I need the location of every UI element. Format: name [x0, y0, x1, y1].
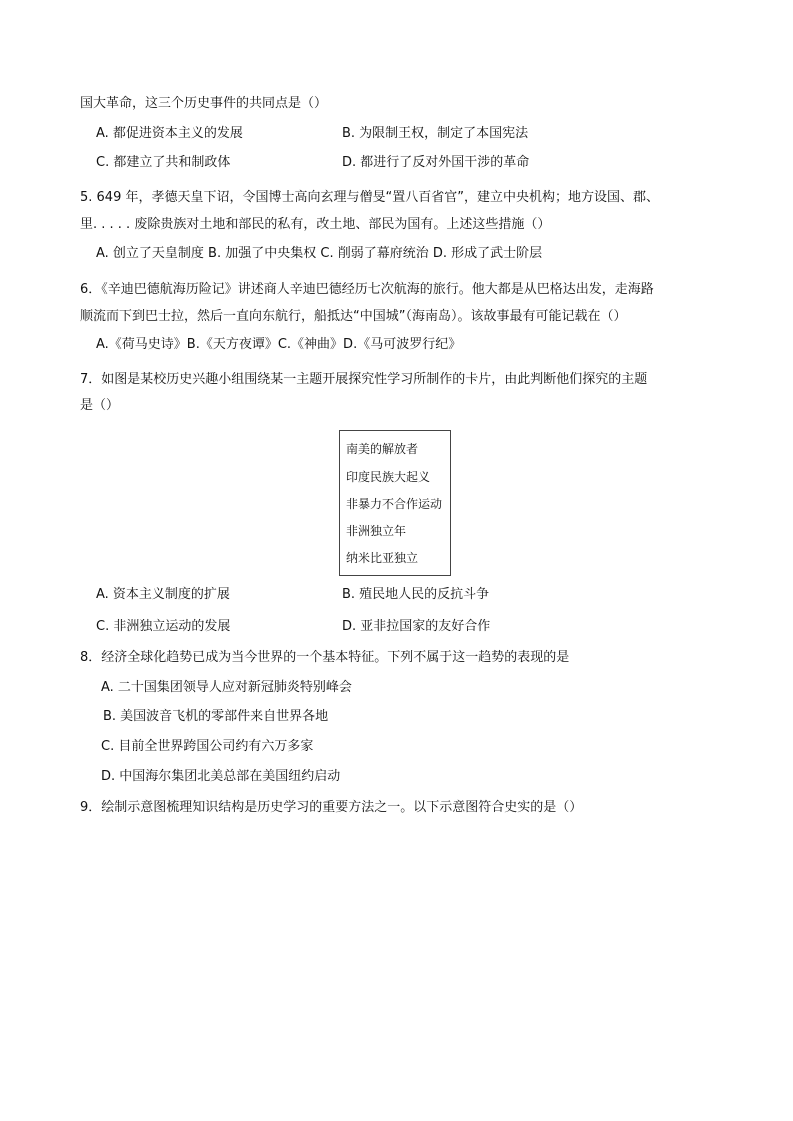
- q5-options: A. 创立了天皇制度 B. 加强了中央集权 C. 削弱了幕府统治 D. 形成了武士阶层: [96, 246, 543, 261]
- q4-option-b: B. 为限制王权，制定了本国宪法: [342, 126, 529, 141]
- card-item: 南美的解放者: [346, 442, 419, 456]
- q8-option-c: C. 目前全世界跨国公司约有六万多家: [101, 739, 314, 754]
- card-item: 非洲独立年: [346, 524, 407, 538]
- q5-stem-line2: 里. . . . . 废除贵族对土地和部民的私有，改土地、部民为国有。上述这些措施（）: [80, 217, 551, 232]
- q8-option-d: D. 中国海尔集团北美总部在美国纽约启动: [101, 769, 341, 784]
- q7-option-a: A. 资本主义制度的扩展: [96, 587, 230, 602]
- q9-stem: 9．绘制示意图梳理知识结构是历史学习的重要方法之一。以下示意图符合史实的是（）: [80, 800, 583, 815]
- q4-option-c: C. 都建立了共和制政体: [96, 155, 231, 170]
- q7-stem-line1: 7．如图是某校历史兴趣小组围绕某一主题开展探究性学习所制作的卡片，由此判断他们探究的主题: [80, 372, 648, 387]
- q5-stem-line1: 5. 649 年，孝德天皇下诏，令国博士高向玄理与僧旻“置八百省官”，建立中央机构；地方设国、郡、: [80, 190, 659, 205]
- q7-option-b: B. 殖民地人民的反抗斗争: [342, 587, 490, 602]
- q8-stem: 8．经济全球化趋势已成为当今世界的一个基本特征。下列不属于这一趋势的表现的是: [80, 650, 570, 665]
- q4-option-d: D. 都进行了反对外国干涉的革命: [342, 155, 530, 170]
- q4-option-a: A. 都促进资本主义的发展: [96, 126, 243, 141]
- q6-options: A.《荷马史诗》B.《天方夜谭》C.《神曲》D.《马可波罗行纪》: [96, 337, 462, 352]
- q6-stem-line2: 顺流而下到巴士拉，然后一直向东航行，船抵达“中国城”（海南岛）。该故事最有可能记载在（）: [80, 309, 627, 324]
- q6-stem-line1: 6．《辛迪巴德航海历险记》讲述商人辛迪巴德经历七次航海的旅行。他大都是从巴格达出发，走海路: [80, 282, 654, 297]
- topic-card: [339, 430, 451, 576]
- q4-stem-tail: 国大革命，这三个历史事件的共同点是（）: [80, 96, 328, 111]
- q7-stem-line2: 是（）: [80, 398, 120, 413]
- q8-option-b: B. 美国波音飞机的零部件来自世界各地: [103, 709, 329, 724]
- q7-option-c: C. 非洲独立运动的发展: [96, 619, 231, 634]
- card-item: 印度民族大起义: [346, 470, 431, 484]
- card-item: 纳米比亚独立: [346, 551, 419, 565]
- card-item: 非暴力不合作运动: [346, 497, 443, 511]
- q8-option-a: A. 二十国集团领导人应对新冠肺炎特别峰会: [101, 680, 352, 695]
- q7-option-d: D. 亚非拉国家的友好合作: [342, 619, 491, 634]
